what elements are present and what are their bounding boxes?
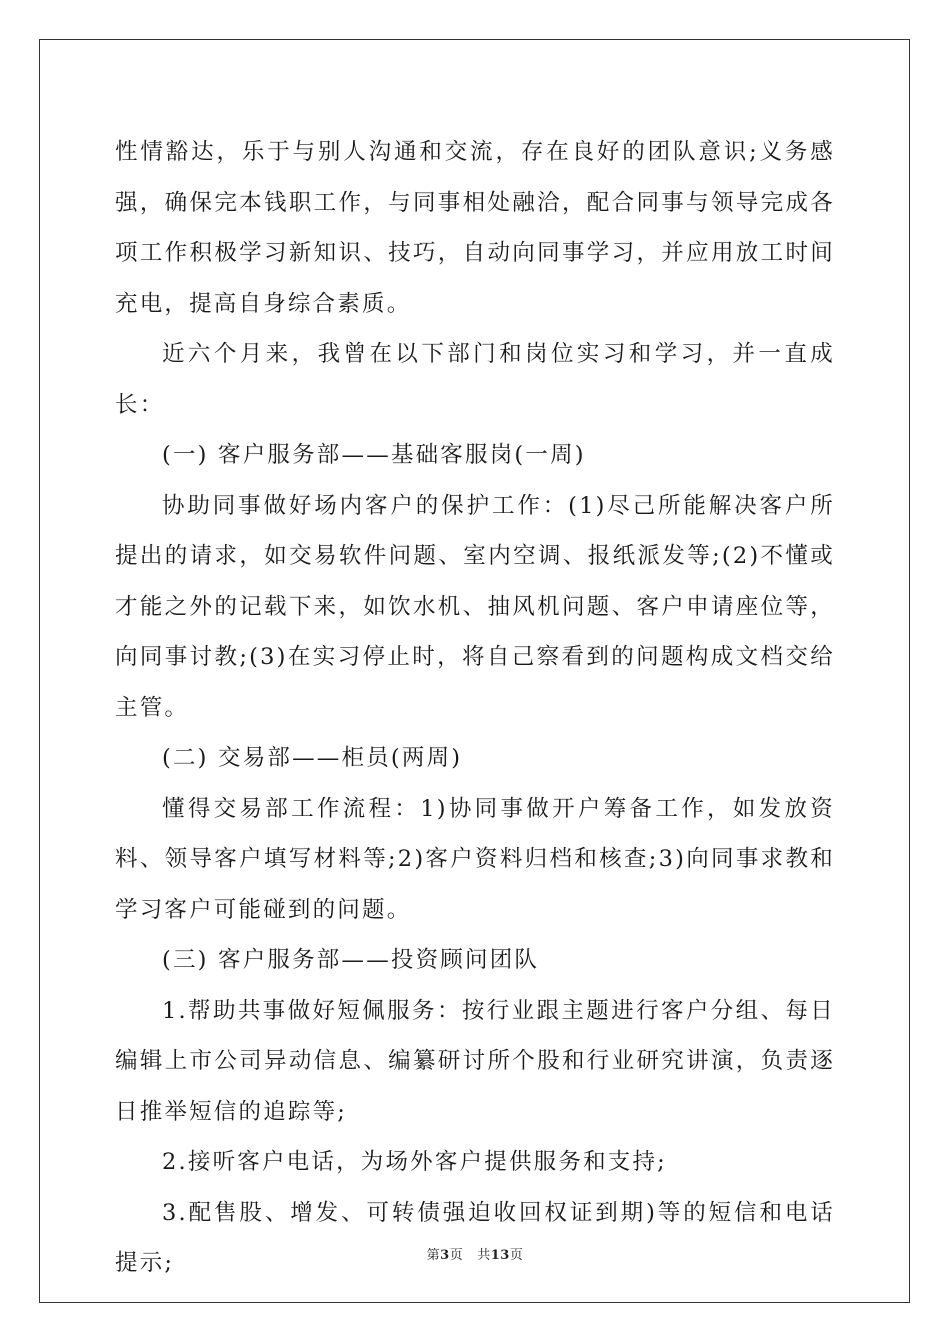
section-heading-1: (一) 客户服务部——基础客服岗(一周) (162, 442, 586, 468)
section-heading-3: (三) 客户服务部——投资顾问团队 (162, 947, 540, 973)
document-body (115, 127, 835, 1289)
page-total: 13 (490, 1248, 510, 1263)
paragraph-intro: 性情豁达，乐于与别人沟通和交流，存在良好的团队意识;义务感强，确保完本钱职工作，与同事相处融洽，配合同事与领导完成各项工作积极学习新知识、技巧，自动向同事学习，并应用放工时间充电，提高自身综合素质。 (115, 139, 835, 317)
section-heading-2: (二) 交易部——柜员(两周) (162, 745, 463, 771)
total-prefix: 共 (477, 1248, 491, 1263)
paragraph-section-1: 协助同事做好场内客户的保护工作：(1)尽己所能解决客户所提出的请求，如交易软件问题、室内空调、报纸派发等;(2)不懂或才能之外的记载下来，如饮水机、抽风机问题、客户申请座位等，向同事讨教;(3)在实习停止时，将自己察看到的问题构成文档交给主管。 (115, 492, 835, 721)
page-suffix: 页 (449, 1248, 464, 1263)
list-item-3: 3.配售股、增发、可转债强迫收回权证到期)等的短信和电话提示; (115, 1199, 835, 1276)
list-item-1: 1.帮助共事做好短佩服务：按行业跟主题进行客户分组、每日编辑上市公司异动信息、编纂研讨所个股和行业研究讲演，负责逐日推举短信的追踪等; (115, 997, 835, 1125)
page-current: 3 (440, 1248, 450, 1263)
page-prefix: 第 (426, 1248, 441, 1263)
total-suffix: 页 (509, 1248, 524, 1263)
list-item-2: 2.接听客户电话，为场外客户提供服务和支持; (162, 1149, 667, 1175)
page-footer (0, 1248, 950, 1264)
paragraph-overview: 近六个月来，我曾在以下部门和岗位实习和学习，并一直成长： (115, 341, 835, 418)
paragraph-section-2: 懂得交易部工作流程：1)协同事做开户筹备工作，如发放资料、领导客户填写材料等;2)客户资料归档和核查;3)向同事求教和学习客户可能碰到的问题。 (115, 795, 835, 923)
